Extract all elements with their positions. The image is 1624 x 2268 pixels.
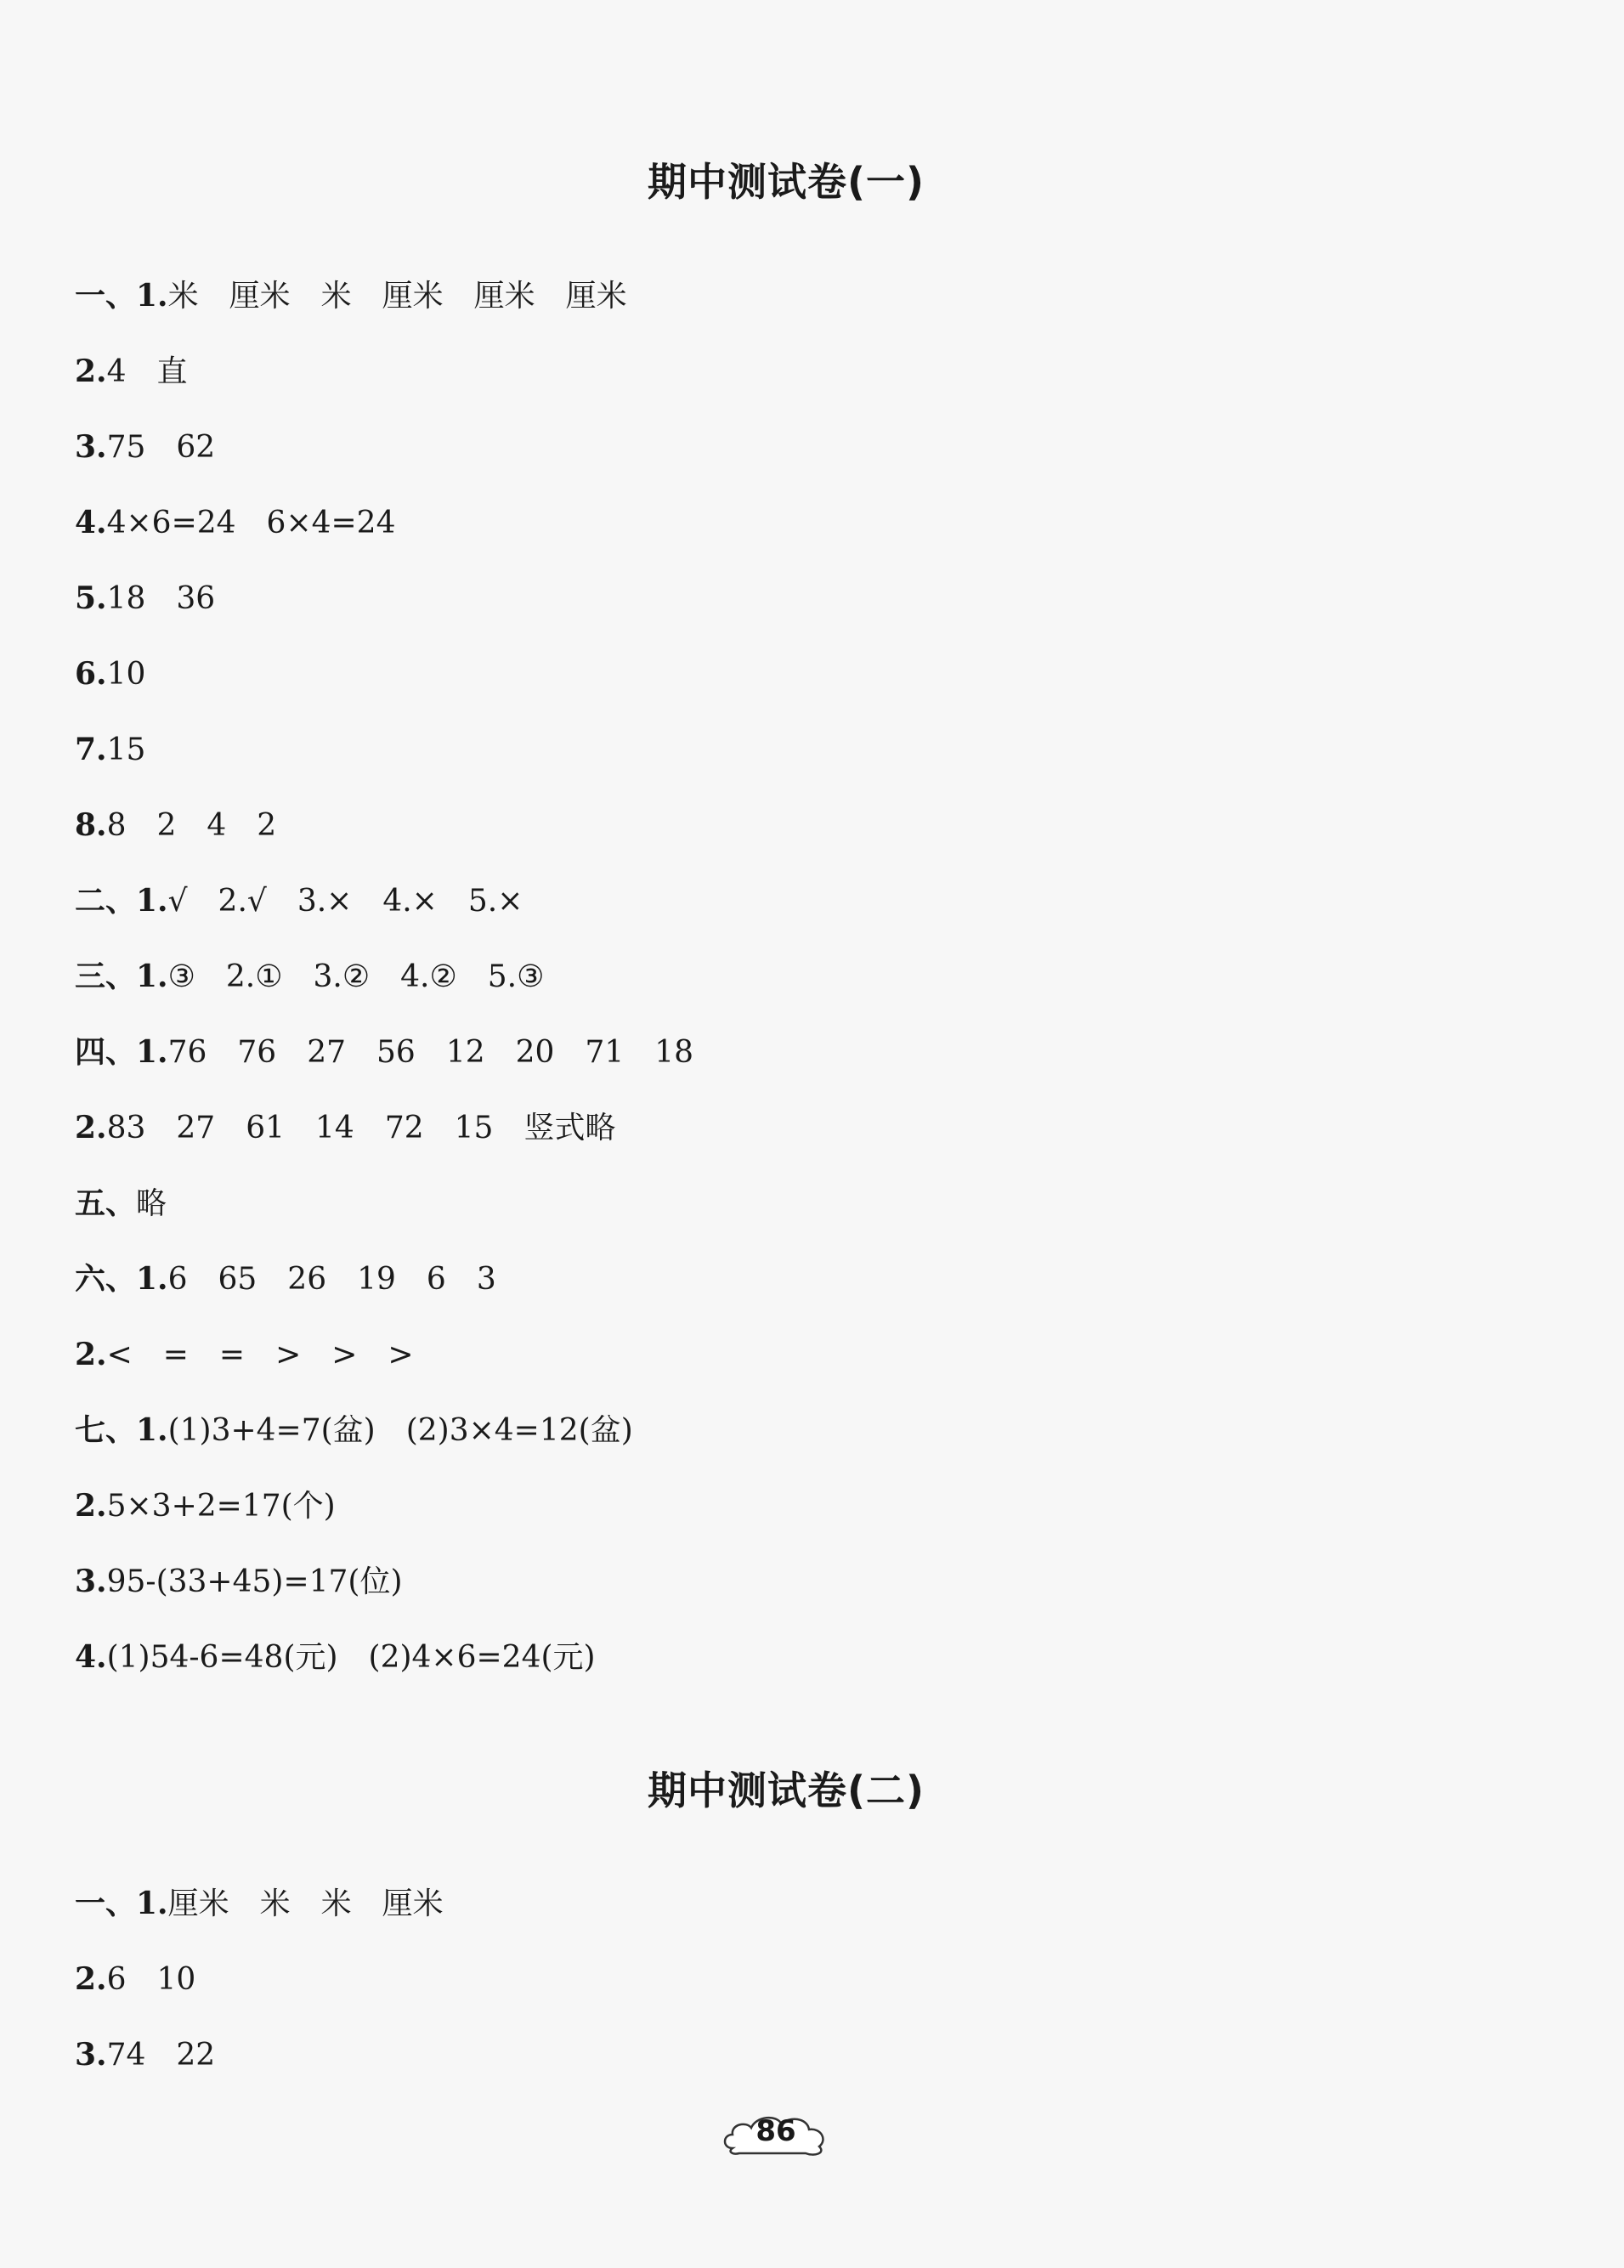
answer-text: 74 22 [106,2038,216,2073]
answer-line [75,1261,496,1297]
answer-text: 10 [106,657,146,692]
answer-line [75,807,277,843]
page-number: 86 [755,2114,796,2148]
question-number: 8. [75,807,107,843]
answer-line [75,1339,414,1371]
answer-text: 8 2 4 2 [106,808,277,843]
answer-text: < = = > > > [106,1338,414,1372]
answer-line [75,1412,633,1448]
answer-text: 95-(33+45)=17(位) [106,1564,403,1599]
answer-text: 略 [136,1186,167,1221]
question-number: 2. [75,1961,107,1997]
answer-text: (1)54-6=48(元) (2)4×6=24(元) [106,1640,596,1675]
answer-line [75,1639,596,1675]
question-number: 4. [75,1639,107,1675]
question-number: 四、1. [75,1034,168,1070]
answer-text: 6 10 [106,1962,196,1997]
answer-line [75,656,146,692]
answer-line [75,734,145,766]
question-number: 七、1. [75,1412,168,1448]
question-number: 2. [75,1488,107,1524]
answer-text: (1)3+4=7(盆) (2)3×4=12(盆) [167,1413,633,1448]
question-number: 4. [75,505,107,540]
answer-text: 18 36 [106,581,216,616]
answer-text: 4 直 [106,354,188,389]
answer-text: 5×3+2=17(个) [106,1489,336,1524]
question-number: 6. [75,656,107,692]
answer-line [75,2039,215,2071]
answer-text: 76 76 27 56 12 20 71 18 [167,1035,694,1070]
answer-line [75,429,216,465]
question-number: 二、1. [75,883,168,919]
question-number: 3. [75,1564,107,1599]
answer-line [75,1490,336,1522]
answer-text: 厘米 米 米 厘米 [167,1886,444,1921]
question-number: 五、 [75,1185,137,1221]
answer-line [75,1566,403,1598]
answer-line [75,1888,444,1920]
answer-text: ③ 2.① 3.② 4.② 5.③ [167,959,545,994]
page-number-badge [721,2109,831,2158]
question-number: 2. [75,353,107,389]
question-number: 5. [75,580,107,616]
section-title-midterm-2: 期中测试卷(二) [647,1767,925,1813]
question-number: 2. [75,1337,107,1372]
answer-text: 15 [106,732,146,767]
question-number: 7. [75,732,107,767]
answer-text: 6 65 26 19 6 3 [167,1262,496,1297]
question-number: 六、1. [75,1261,168,1297]
question-number: 三、1. [75,959,168,994]
answer-line [75,1034,694,1070]
answer-text: 米 厘米 米 厘米 厘米 厘米 [167,279,627,314]
answer-line [75,1185,167,1221]
answer-line [75,961,544,993]
answer-text: √ 2.√ 3.× 4.× 5.× [167,884,523,919]
section-title-midterm-1: 期中测试卷(一) [647,159,925,205]
question-number: 一、1. [75,1886,168,1921]
question-number: 2. [75,1110,107,1145]
answer-text: 83 27 61 14 72 15 竖式略 [106,1111,616,1145]
question-number: 3. [75,429,107,465]
answer-text: 75 62 [106,430,216,465]
answer-line [75,1961,196,1997]
answer-text: 4×6=24 6×4=24 [106,506,396,540]
answer-line [75,885,523,917]
answer-line [75,280,627,312]
answer-line [75,507,395,539]
answer-line [75,580,216,616]
question-number: 3. [75,2037,107,2073]
answer-line [75,1112,615,1144]
question-number: 一、1. [75,278,168,314]
answer-line [75,353,188,389]
